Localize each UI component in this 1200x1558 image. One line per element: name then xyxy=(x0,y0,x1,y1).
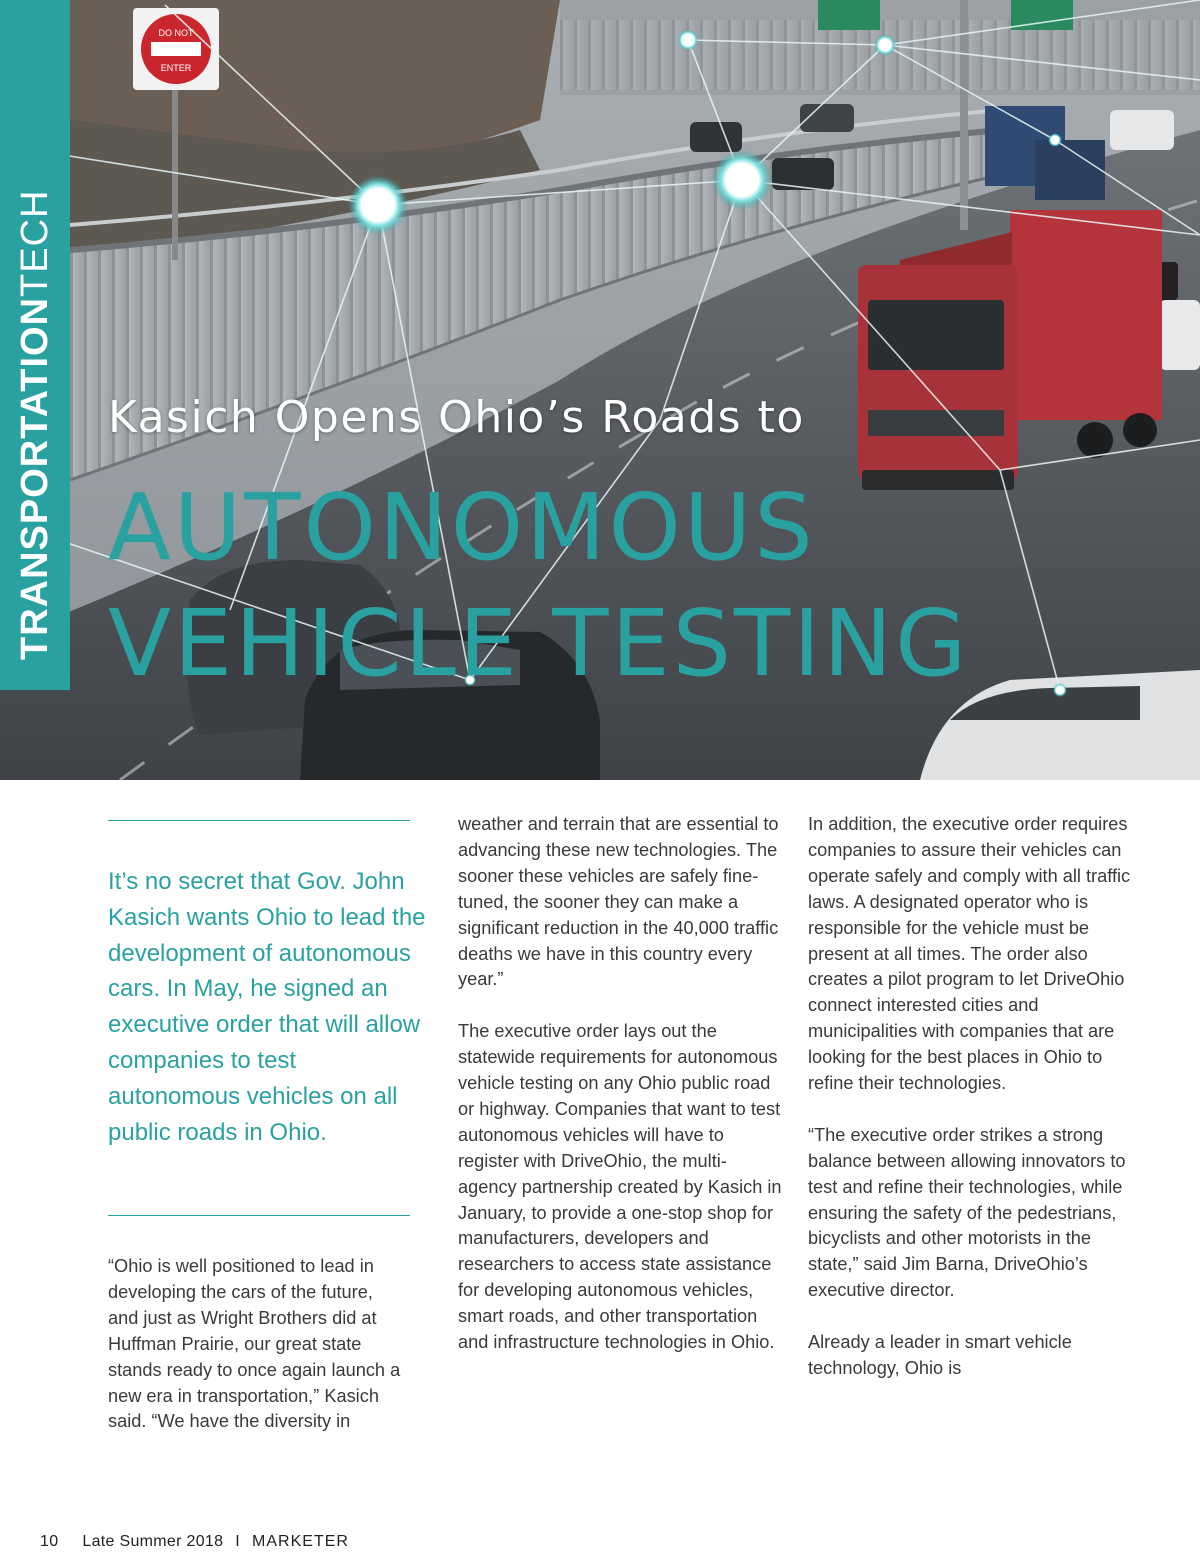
page-footer xyxy=(40,1533,349,1551)
pull-quote: It’s no secret that Gov. John Kasich wants Ohio to lead the development of autonomous cars. In May, he signed an executive order that will allow companies to test autonomous vehicles on all public roads in Ohio. xyxy=(108,868,426,1146)
column-2 xyxy=(458,812,783,1356)
publication-name: MARKETER xyxy=(252,1533,349,1550)
paragraph: In addition, the executive order requires companies to assure their vehicles can operate safely and comply with all traffic laws. A designated operator who is responsible for the vehicle must be present at all times. The order also creates a pilot program to let DriveOhio connect interested cities and municipalities with companies that are looking for the best places in Ohio to refine their technologies. xyxy=(808,814,1131,1094)
paragraph: weather and terrain that are essential to advancing these new technologies. The sooner these vehicles are safely fine-tuned, the sooner they can make a significant reduction in the 40,000 traffic deaths we have in this country every year.” xyxy=(458,814,779,990)
paragraph: The executive order lays out the statewide requirements for autonomous vehicle testing on any Ohio public road or highway. Companies that want to test autonomous vehicles will have to register with DriveOhio, the multi-agency partnership created by Kasich in January, to provide a one-stop shop for manufacturers, developers and researchers to access state assistance for developing autonomous vehicles, smart roads, and other transportation and infrastructure technologies in Ohio. xyxy=(458,1021,782,1353)
sign-text-top: DO NOT xyxy=(158,28,194,38)
section-label-light: TECH xyxy=(14,189,56,297)
page-number: 10 xyxy=(40,1533,59,1550)
column-1 xyxy=(108,1254,408,1435)
issue-date: Late Summer 2018 xyxy=(82,1533,224,1550)
sign-text-bottom: ENTER xyxy=(160,63,192,73)
footer-separator: I xyxy=(235,1533,241,1550)
paragraph: “The executive order strikes a strong balance between allowing innovators to test and refine their technologies, while ensuring the safety of the pedestrians, bicyclists and other motorists in the state,” said Jim Barna, DriveOhio’s executive director. xyxy=(808,1124,1126,1301)
headline-kicker: Kasich Opens Ohio’s Roads to xyxy=(108,392,805,443)
column-3 xyxy=(808,812,1133,1382)
paragraph: Already a leader in smart vehicle technology, Ohio is xyxy=(808,1332,1072,1378)
pull-quote-rule-bottom xyxy=(108,1215,410,1216)
headline xyxy=(108,470,969,702)
paragraph: “Ohio is well positioned to lead in developing the cars of the future, and just as Wright Brothers did at Huffman Prairie, our great state stands ready to once again launch a new era in transportation,” Kasich said. “We have the diversity in xyxy=(108,1256,401,1432)
section-label-bold: TRANSPORTATION xyxy=(14,296,56,660)
section-label xyxy=(16,190,54,660)
headline-line-2: VEHICLE TESTING xyxy=(108,590,970,697)
headline-line-1: AUTONOMOUS xyxy=(108,474,816,581)
pull-quote-rule-top xyxy=(108,820,410,821)
